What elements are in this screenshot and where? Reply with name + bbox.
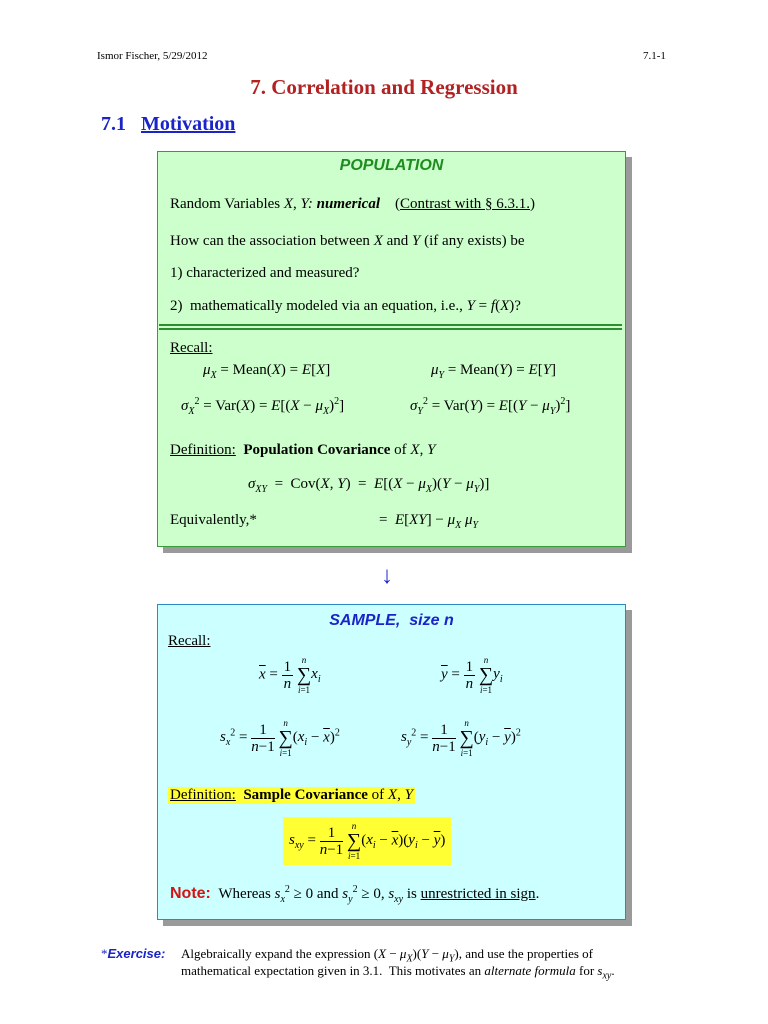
definition-term: Population Covariance — [243, 442, 391, 458]
rv-prefix: Random Variables X, Y: — [170, 196, 313, 212]
note-label: Note: — [170, 885, 211, 902]
sample-box — [157, 604, 626, 920]
sample-recall-label: Recall: — [168, 633, 211, 649]
sample-variance-x-formula: $s_x^2$ = $\frac{1}{n-1}$ n ∑ $i=1(x_i - \overline{x})^2$ — [220, 718, 340, 758]
population-title: POPULATION — [339, 157, 444, 174]
covariance-formula: $\sigma_{XY} = Cov(X$, $Y) = E[(X - \mu_X)(Y - \mu_Y)]$ — [248, 476, 490, 495]
chapter-title: 7. Correlation and Regression — [250, 75, 518, 99]
item-1: 1) characterized and measured? — [170, 265, 360, 281]
sample-definition-term: Sample Covariance — [243, 787, 368, 803]
exercise-line-1: Algebraically expand the expression $(X - \mu_X)(Y - \mu_Y)$, and use the properties of — [181, 946, 594, 965]
down-arrow-icon: ↓ — [381, 563, 393, 589]
sample-note: Note: Whereas $s_x^2 \ge 0$ and $s_y^2 \ge 0$, $s_{xy}$ is unrestricted in sign. — [170, 884, 540, 905]
sample-variance-y-formula: $s_y^2$ = $\frac{1}{n-1}$ n ∑ $i=1(y_i - \overline{y})^2$ — [401, 718, 521, 758]
divider-line — [159, 324, 622, 326]
item-2: 2) mathematically modeled via an equation, i.e., Y = f(X)? — [170, 298, 521, 314]
mean-x: $\mu_X$ = Mean(X) = E[X] — [203, 362, 331, 381]
page-number: 7.1-1 — [643, 50, 666, 62]
sample-mean-x-formula: $\overline{x}$ = $\frac{1}{n}$ n ∑ $i=1x_i$ — [259, 655, 321, 695]
mean-y: $\mu_Y$ = Mean(Y) = E[Y] — [431, 362, 557, 381]
equivalently-label: Equivalently,* — [170, 512, 257, 528]
divider-line — [159, 328, 622, 330]
rv-type: numerical — [316, 196, 381, 212]
association-question: How can the association between X and Y (if any exists) be — [170, 233, 525, 249]
section-number: 7.1 — [101, 113, 126, 135]
var-x: $\sigma_X^2 = Var(X) = E[(X - \mu_X)^2]$ — [181, 396, 345, 417]
var-y: $\sigma_Y^2 = Var(Y) = E[(Y - \mu_Y)^2]$ — [410, 396, 571, 417]
section-heading — [101, 113, 235, 136]
running-header: Ismor Fischer, 5/29/2012 — [97, 50, 208, 62]
section-title: Motivation — [141, 113, 236, 135]
random-variables-line: Random Variables X, Y: numerical (Contrast with § 6.3.1.) — [170, 196, 536, 212]
population-definition: Definition: Population Covariance of X, Y — [170, 442, 436, 458]
sample-title: SAMPLE, size n — [329, 612, 454, 629]
equivalent-formula: = $E[XY] - \mu_X$ $\mu_Y$ — [379, 512, 479, 531]
recall-label: Recall: — [170, 340, 213, 356]
sample-mean-y-formula: $\overline{y}$ = $\frac{1}{n}$ n ∑ $i=1y_i$ — [441, 655, 503, 695]
exercise-line-2: mathematical expectation given in 3.1. This motivates an alternate formula for $s_{xy}$. — [181, 963, 615, 982]
sample-covariance-formula: $s_{xy}$ = $\frac{1}{n-1}$ n ∑ $i=1(x_i - \overline{x})(y_i - \overline{y})$ — [283, 817, 451, 865]
sample-definition: Definition: Sample Covariance of X, Y — [170, 787, 413, 803]
exercise-label: *Exercise: — [101, 946, 166, 961]
